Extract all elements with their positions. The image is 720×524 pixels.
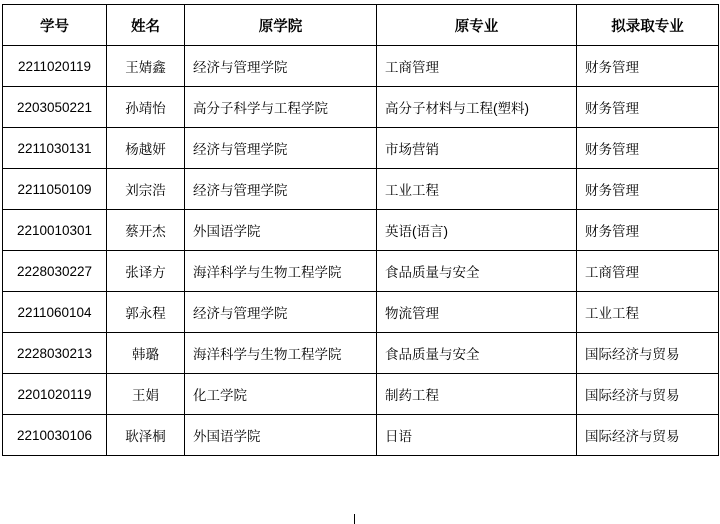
cell-target-major: 国际经济与贸易: [577, 374, 719, 415]
table-header-row: [3, 5, 719, 46]
cell-original-school: 海洋科学与生物工程学院: [185, 333, 377, 374]
cell-target-major: 国际经济与贸易: [577, 333, 719, 374]
table-row: [3, 87, 719, 128]
table-row: [3, 169, 719, 210]
column-header-original-major: 原专业: [377, 5, 577, 46]
table-row: [3, 46, 719, 87]
column-header-name: 姓名: [107, 5, 185, 46]
cell-original-major: 英语(语言): [377, 210, 577, 251]
cell-original-major: 制药工程: [377, 374, 577, 415]
cell-name: 张译方: [107, 251, 185, 292]
cell-student-id: 2210010301: [3, 210, 107, 251]
cell-target-major: 工商管理: [577, 251, 719, 292]
table-row: [3, 292, 719, 333]
cell-original-major: 市场营销: [377, 128, 577, 169]
cell-name: 韩璐: [107, 333, 185, 374]
cell-student-id: 2210030106: [3, 415, 107, 456]
cell-target-major: 财务管理: [577, 210, 719, 251]
cell-original-school: 经济与管理学院: [185, 292, 377, 333]
cell-name: 耿泽桐: [107, 415, 185, 456]
cell-original-school: 经济与管理学院: [185, 128, 377, 169]
cell-name: 杨越妍: [107, 128, 185, 169]
cell-original-school: 化工学院: [185, 374, 377, 415]
cell-target-major: 财务管理: [577, 46, 719, 87]
table-row: [3, 374, 719, 415]
column-header-original-school: 原学院: [185, 5, 377, 46]
cell-original-school: 经济与管理学院: [185, 46, 377, 87]
cell-original-school: 高分子科学与工程学院: [185, 87, 377, 128]
table-row: [3, 415, 719, 456]
cell-target-major: 国际经济与贸易: [577, 415, 719, 456]
cell-original-major: 日语: [377, 415, 577, 456]
cell-original-school: 海洋科学与生物工程学院: [185, 251, 377, 292]
cell-target-major: 财务管理: [577, 128, 719, 169]
table-row: [3, 128, 719, 169]
column-header-target-major: 拟录取专业: [577, 5, 719, 46]
cell-original-major: 工业工程: [377, 169, 577, 210]
table-row: [3, 251, 719, 292]
document-page: [0, 4, 720, 524]
cell-name: 孙靖怡: [107, 87, 185, 128]
table-row: [3, 210, 719, 251]
cell-original-major: 工商管理: [377, 46, 577, 87]
column-header-student-id: 学号: [3, 5, 107, 46]
cell-student-id: 2228030227: [3, 251, 107, 292]
cell-target-major: 财务管理: [577, 87, 719, 128]
cell-original-major: 物流管理: [377, 292, 577, 333]
cell-name: 刘宗浩: [107, 169, 185, 210]
cell-student-id: 2228030213: [3, 333, 107, 374]
cell-student-id: 2203050221: [3, 87, 107, 128]
cell-student-id: 2211020119: [3, 46, 107, 87]
cell-target-major: 工业工程: [577, 292, 719, 333]
cell-student-id: 2211050109: [3, 169, 107, 210]
cell-target-major: 财务管理: [577, 169, 719, 210]
cell-student-id: 2211060104: [3, 292, 107, 333]
cell-original-school: 外国语学院: [185, 415, 377, 456]
table-row: [3, 333, 719, 374]
cell-original-school: 外国语学院: [185, 210, 377, 251]
cell-name: 王婧鑫: [107, 46, 185, 87]
cell-original-major: 食品质量与安全: [377, 251, 577, 292]
cell-original-school: 经济与管理学院: [185, 169, 377, 210]
cell-original-major: 高分子材料与工程(塑料): [377, 87, 577, 128]
cell-name: 王娟: [107, 374, 185, 415]
page-footer-tick: [354, 514, 355, 524]
cell-name: 蔡开杰: [107, 210, 185, 251]
cell-original-major: 食品质量与安全: [377, 333, 577, 374]
cell-name: 郭永程: [107, 292, 185, 333]
admission-roster-table: [2, 4, 719, 456]
cell-student-id: 2201020119: [3, 374, 107, 415]
cell-student-id: 2211030131: [3, 128, 107, 169]
